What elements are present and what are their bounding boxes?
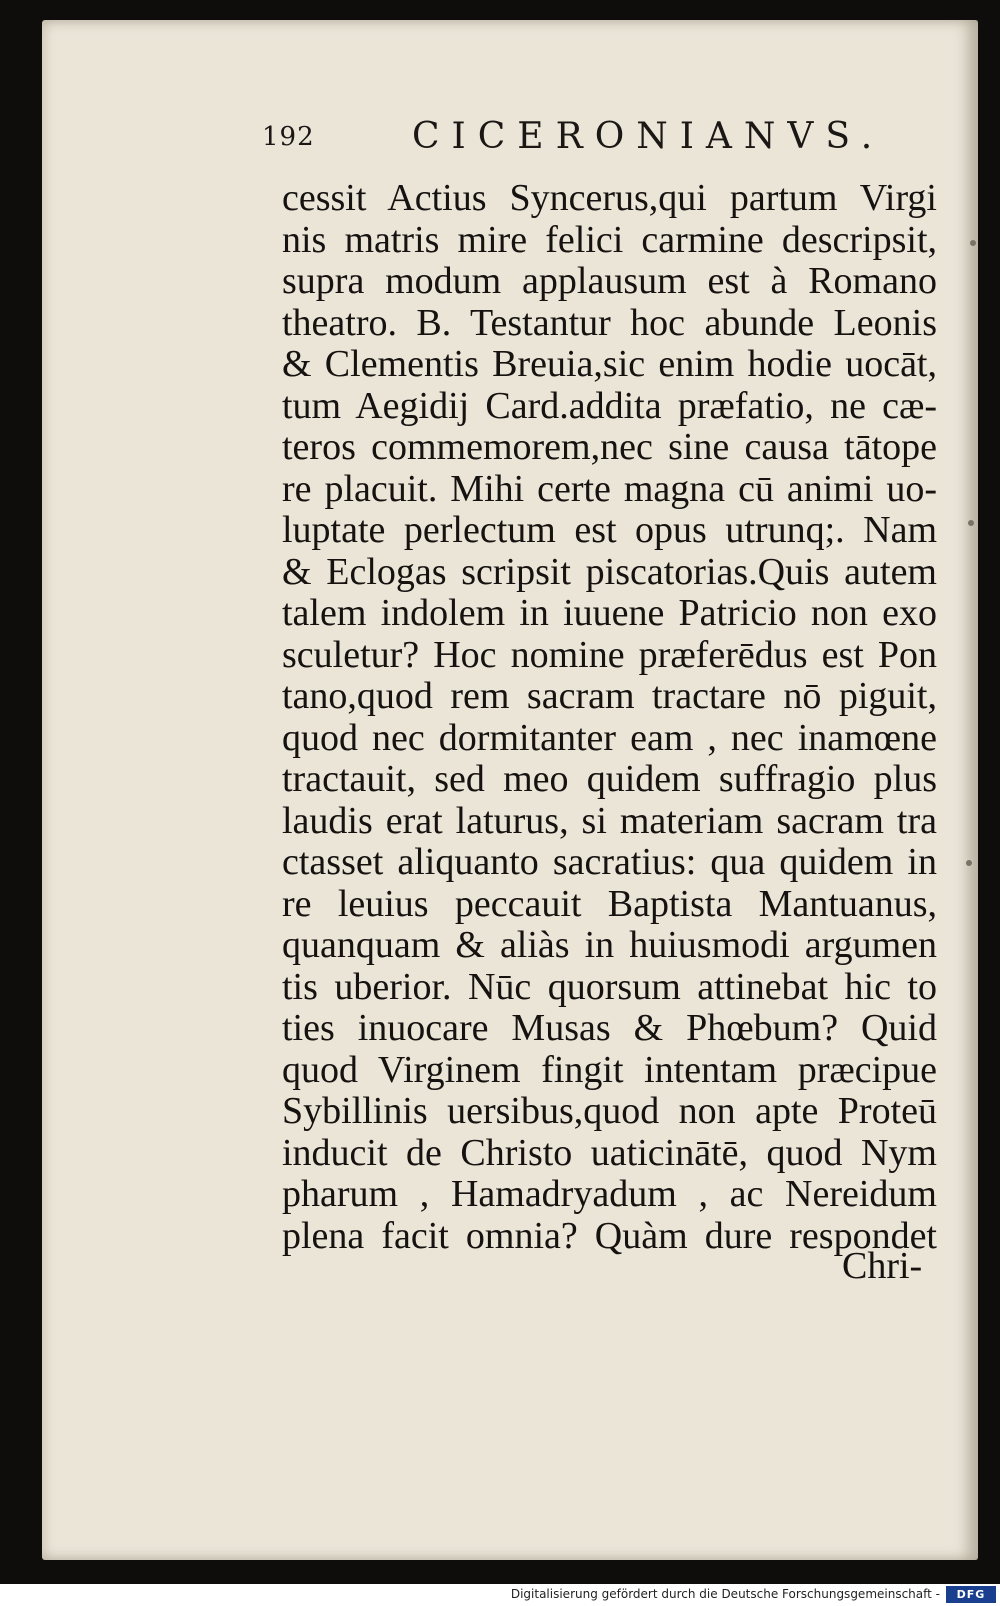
text-line: teros commemorem,nec sine causa tātope: [282, 427, 937, 468]
catchword: Chri-: [842, 1245, 923, 1287]
text-line: tum Aegidij Card.addita præfatio, ne cæ-: [282, 385, 937, 427]
text-line: Sybillinis uersibus,quod non apte Proteū: [282, 1091, 937, 1132]
text-line: ties inuocare Musas & Phœbum? Quid: [282, 1008, 937, 1049]
running-title: CICERONIANVS.: [412, 116, 885, 157]
dfg-logo: DFG: [946, 1586, 996, 1603]
running-head: [262, 116, 885, 160]
text-line: inducit de Christo uaticinātē, quod Nym: [282, 1132, 937, 1174]
page-number: 192: [262, 122, 315, 152]
text-line: cessit Actius Syncerus,qui partum Virgi: [282, 178, 937, 219]
text-line: nis matris mire felici carmine descripsit,: [282, 219, 937, 261]
margin-speck: [970, 240, 976, 246]
text-line: pharum , Hamadryadum , ac Nereidum: [282, 1174, 937, 1215]
text-line: tractauit, sed meo quidem suffragio plus: [282, 759, 937, 800]
text-line: plena facit omnia? Quàm dure respondet: [282, 1215, 937, 1257]
text-line: talem indolem in iuuene Patricio non exo: [282, 593, 937, 634]
text-line: sculetur? Hoc nomine præferēdus est Pon: [282, 634, 937, 676]
text-line: tano,quod rem sacram tractare nō piguit,: [282, 676, 937, 717]
funding-credit: Digitalisierung gefördert durch die Deutsche Forschungsgemeinschaft -: [510, 1587, 940, 1601]
margin-speck: [968, 520, 974, 526]
text-line: ctasset aliquanto sacratius: qua quidem in: [282, 842, 937, 883]
text-line: quod Virginem fingit intentam præcipue: [282, 1049, 937, 1091]
text-line: luptate perlectum est opus utrunq;. Nam: [282, 510, 937, 551]
text-line: tis uberior. Nūc quorsum attinebat hic to: [282, 966, 937, 1008]
text-line: theatro. B. Testantur hoc abunde Leonis: [282, 302, 937, 344]
text-line: quod nec dormitanter eam , nec inamœne: [282, 717, 937, 759]
text-line: & Clementis Breuia,sic enim hodie uocāt,: [282, 344, 937, 385]
text-line: supra modum applausum est à Romano: [282, 261, 937, 302]
text-line: re leuius peccauit Baptista Mantuanus,: [282, 883, 937, 925]
text-line: laudis erat laturus, si materiam sacram tra: [282, 800, 937, 842]
margin-speck: [966, 860, 972, 866]
text-line: & Eclogas scripsit piscatorias.Quis autem: [282, 551, 937, 593]
body-text: [282, 178, 962, 1257]
text-line: quanquam & aliàs in huiusmodi argumen: [282, 925, 937, 966]
footer-bar: [0, 1584, 1000, 1606]
text-line: re placuit. Mihi certe magna cū animi uo-: [282, 468, 937, 510]
